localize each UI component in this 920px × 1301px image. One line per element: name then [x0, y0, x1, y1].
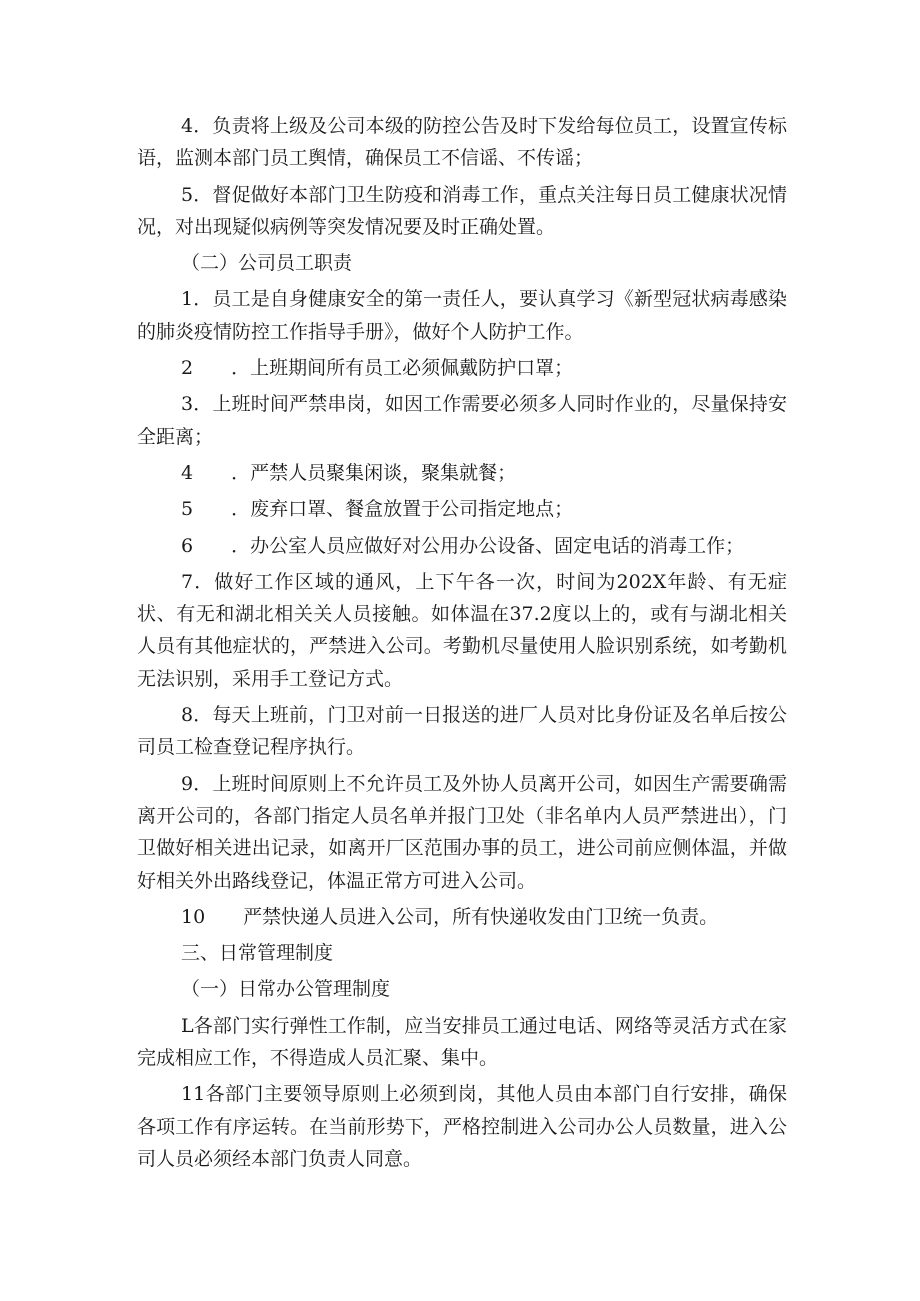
paragraph-item-4: 4．负责将上级及公司本级的防控公告及时下发给每位员工，设置宣传标语，监测本部门员工舆情，确保员工不信谣、不传谣； [137, 115, 787, 170]
paragraph-duty-5: 5 ．废弃口罩、餐盒放置于公司指定地点； [181, 498, 574, 521]
paragraph-duty-2: 2 ．上班期间所有员工必须佩戴防护口罩； [181, 357, 574, 380]
paragraph-duty-8: 8．每天上班前，门卫对前一日报送的进厂人员对比身份证及名单后按公司员工检查登记程序执行。 [137, 704, 787, 759]
paragraph-duty-7: 7．做好工作区域的通风，上下午各一次，时间为202X年龄、有无症状、有无和湖北相关关人员接触。如体温在37.2度以上的，或有与湖北相关人员有其他症状的，严禁进入公司。考勤机尽量使用人脸识别系统，如考勤机无法识别，采用手工登记方式。 [137, 570, 787, 690]
paragraph-duty-4: 4 ．严禁人员聚集闲谈，聚集就餐； [181, 461, 517, 484]
paragraph-duty-10: 10 严禁快递人员进入公司，所有快递收发由门卫统一负责。 [181, 905, 719, 928]
paragraph-office-rule-2: 11各部门主要领导原则上必须到岗，其他人员由本部门自行安排，确保各项工作有序运转。在当前形势下，严格控制进入公司办公人员数量，进入公司人员必须经本部门负责人同意。 [137, 1083, 787, 1170]
section-heading-staff-duties: （二）公司员工职责 [181, 252, 353, 275]
paragraph-duty-6: 6 ．办公室人员应做好对公用办公设备、固定电话的消毒工作； [181, 534, 745, 557]
paragraph-duty-1: 1．员工是自身健康安全的第一责任人，要认真学习《新型冠状病毒感染的肺炎疫情防控工作指导手册》，做好个人防护工作。 [137, 288, 787, 343]
section-heading-daily-management: 三、日常管理制度 [181, 942, 334, 965]
document-body [137, 110, 787, 1179]
paragraph-office-rule-1: L各部门实行弹性工作制，应当安排员工通过电话、网络等灵活方式在家完成相应工作，不得造成人员汇聚、集中。 [137, 1014, 787, 1070]
paragraph-item-5: 5．督促做好本部门卫生防疫和消毒工作，重点关注每日员工健康状况情况，对出现疑似病例等突发情况要及时正确处置。 [137, 183, 787, 238]
subsection-heading-office-management: （一）日常办公管理制度 [181, 978, 391, 1001]
paragraph-duty-3: 3．上班时间严禁串岗，如因工作需要必须多人同时作业的，尽量保持安全距离； [137, 393, 787, 448]
paragraph-duty-9: 9．上班时间原则上不允许员工及外协人员离开公司，如因生产需要确需离开公司的，各部门指定人员名单并报门卫处（非名单内人员严禁进出），门卫做好相关进出记录，如离开厂区范围办事的员工，进公司前应侧体温，并做好相关外出路线登记，体温正常方可进入公司。 [137, 772, 787, 892]
